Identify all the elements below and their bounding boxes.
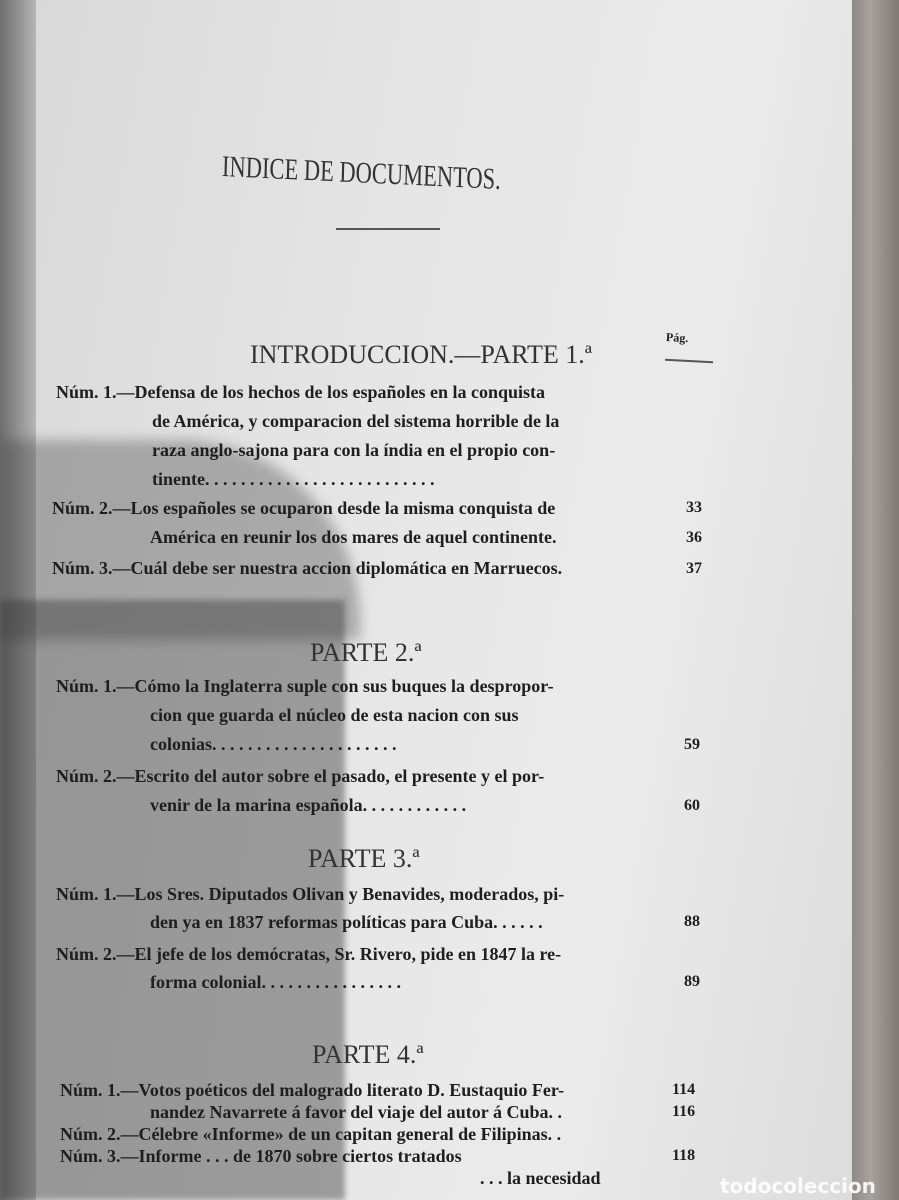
part-heading: INTRODUCCION.—PARTE 1.ª bbox=[250, 340, 592, 369]
entry-line: Núm. 2.—Escrito del autor sobre el pasado, el presente y el por- bbox=[56, 766, 545, 786]
title-rule bbox=[336, 228, 440, 230]
entry-line: . . . la necesidad bbox=[480, 1168, 601, 1188]
entry-line: Núm. 2.—El jefe de los demócratas, Sr. Rivero, pide en 1847 la re- bbox=[56, 944, 562, 964]
entry-line: cion que guarda el núcleo de esta nacion con sus bbox=[150, 705, 519, 725]
page-number: 118 bbox=[672, 1147, 696, 1164]
page-number: 88 bbox=[684, 913, 700, 930]
part-heading: PARTE 4.ª bbox=[312, 1040, 424, 1069]
page-number: 59 bbox=[684, 736, 700, 753]
entry-line: Núm. 1.—Defensa de los hechos de los españoles en la conquista bbox=[56, 382, 546, 402]
entry-line: Núm. 1.—Los Sres. Diputados Olivan y Benavides, moderados, pi- bbox=[56, 884, 565, 904]
part-heading: PARTE 2.ª bbox=[310, 638, 422, 667]
entry-line: forma colonial. . . . . . . . . . . . . . . . bbox=[150, 972, 401, 992]
page-title: INDICE DE DOCUMENTOS. bbox=[221, 150, 502, 196]
part-heading: PARTE 3.ª bbox=[308, 844, 420, 873]
entry-line: Núm. 1.—Cómo la Inglaterra suple con sus buques la despropor- bbox=[56, 676, 554, 696]
entry-line: Núm. 3.—Cuál debe ser nuestra accion diplomática en Marruecos. bbox=[52, 558, 563, 578]
entry-line: Núm. 3.—Informe . . . de 1870 sobre ciertos tratados bbox=[60, 1146, 462, 1166]
entry-line: Núm. 2.—Célebre «Informe» de un capitan general de Filipinas. . bbox=[60, 1124, 562, 1144]
entry-line: den ya en 1837 reformas políticas para Cuba. . . . . . bbox=[150, 912, 543, 932]
entry-line: tinente. . . . . . . . . . . . . . . . . . . . . . . . . . bbox=[152, 469, 435, 489]
page-number: 36 bbox=[686, 529, 702, 546]
entry-line: raza anglo-sajona para con la índia en el propio con- bbox=[152, 440, 556, 460]
entry-line: venir de la marina española. . . . . . . . . . . . bbox=[150, 795, 467, 815]
entry-line: colonias. . . . . . . . . . . . . . . . . . . . . bbox=[150, 734, 397, 754]
watermark: todocoleccion bbox=[720, 1174, 876, 1198]
page-number: 37 bbox=[686, 560, 702, 577]
entry-line: Núm. 2.—Los españoles se ocuparon desde la misma conquista de bbox=[52, 498, 556, 518]
page-column-label: Pág. bbox=[665, 330, 689, 346]
page-number: 116 bbox=[672, 1103, 696, 1120]
entry-line: de América, y comparacion del sistema horrible de la bbox=[152, 411, 560, 431]
page-number: 114 bbox=[672, 1081, 696, 1098]
page-number: 89 bbox=[684, 973, 700, 990]
page-edge bbox=[852, 0, 899, 1200]
entry-line: Núm. 1.—Votos poéticos del malogrado literato D. Eustaquio Fer- bbox=[60, 1080, 565, 1100]
page-number: 33 bbox=[686, 499, 702, 516]
entry-line: nandez Navarrete á favor del viaje del autor á Cuba. . bbox=[150, 1102, 562, 1122]
page-number: 60 bbox=[684, 797, 700, 814]
entry-line: América en reunir los dos mares de aquel continente. bbox=[150, 527, 557, 547]
